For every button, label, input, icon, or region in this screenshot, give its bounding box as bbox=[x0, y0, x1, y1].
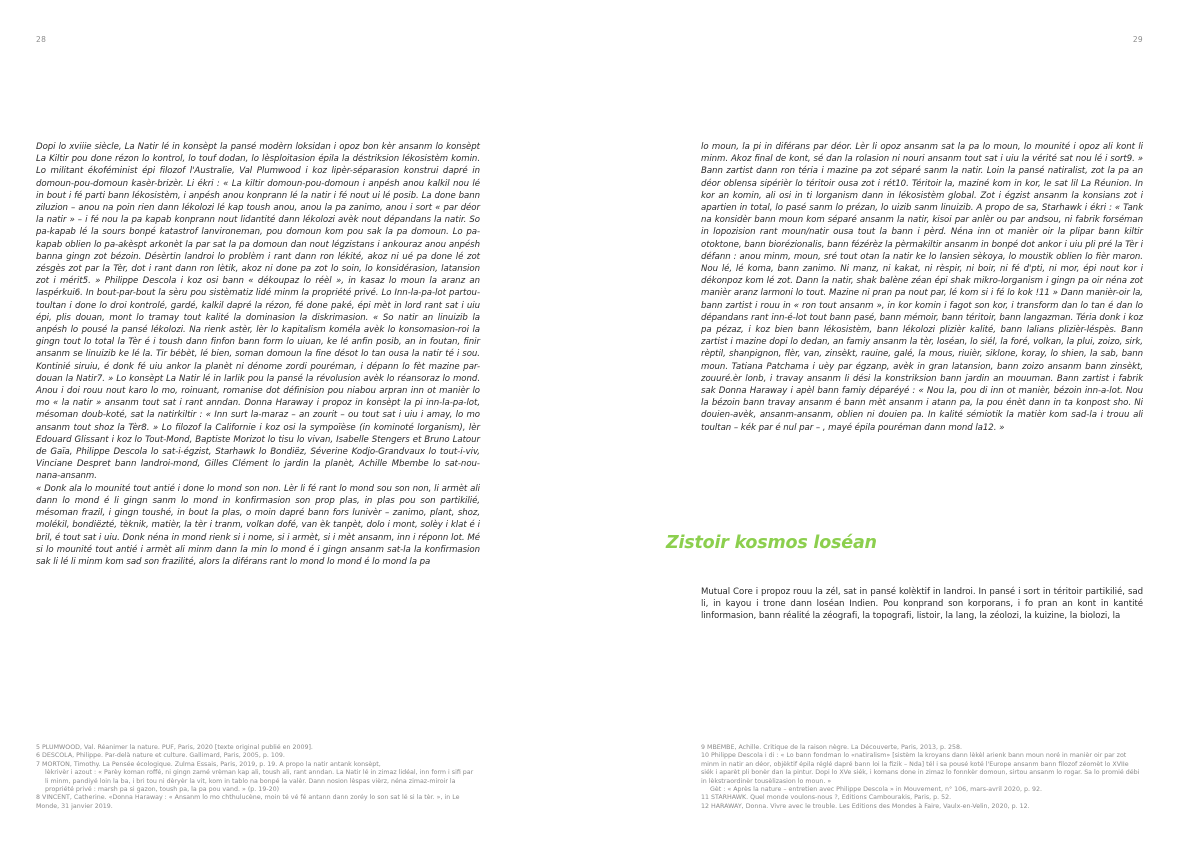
right-paragraph-1: lo moun, la pi in diférans par déor. Lèr li opoz ansanm sat la pa lo moun, lo mounité i opoz ali kont li minm. Akoz final de kont, sé dan la rolasion ni nouri ansanm tout sat i uiu la vérité sat nou lé i sort9. » Bann zartist dann ron téria i mazine pa zot séparé sanm la natir. Loin la pansé natiralist, zot la pa an déor oblensa sipérièr lo téritoir ousa zot i rét10. Téritoir la, maziné kom in kor, le sat lil La Réunion. In kor an komin, ali osi in ti lorganism dann in lékosistèm global. Zot i égzist ansanm la konsians zot i apartien in total, lo pasé sanm lo prézan, lo uizib sanm linuizib. A propo de sa, Starhawk i ékri : « Tank na konsidèr bann moun kom séparé ansanm la natir, kisoi par anlèr ou par andsou, ni fabrik forséman in lopozision rant moun/natir ousa tout la bann i pèrd. Néna inn ot manièr oir la plipar bann kiltir otoktone, bann biorézionalis, bann fézérèz la pèrmakiltir ansanm in bonpé dot ankor i uiu pli pré la Tèr i défann : anou minm, moun, sré tout otan la natir ke lo lansien sèkoya, lo moustik oblien lo fièr maron. Nou lé, lé koma, bann zanimo. Ni manz, ni kakat, ni rèspir, ni boir, ni fé d'pti, ni mor, épi nout kor i dékonpoz kom lé zot. Dann la natir, shak balène zéan épi shak mikro-lorganism i gingn pa oir néna zot manièr aranz larmoni lo tout. Mazine ni pran pa nout par, lé kom si i fé lo kok !11 » Dann manièr-oir la, bann zartist i rouu in « ron tout ansanm », in kor komin i fagot son kor, i transform dan lo tan é dan lo dépandans rant inn-é-lot tout bann pasé, bann mémoir, bann téritoir, bann langazman. Téria donk i koz pa pézaz, i koz bien bann lékosistèm, bann lékolozi plizièr kalité, bann lalians plizièr-léspès. Bann zartist i mazine dopi lo dedan, an famiy ansanm la tèr, loséan, lo siél, la foré, volkan, la plui, zoizo, sirk, rèptil, shanpignon, flèr, van, zinsèkt, rauine, galé, la mous, riuièr, siklone, koray, lo shien, la sab, bann moun. Tatiana Patchama i uèy par égzanp, avèk in gran latansion, bann zoizo ansanm bann zinsèkt, zouuré.èr lonb, i travay ansanm li dési la konstriksion bann jardin an mouuman. Bann zartist i fabrik sak Donna Haraway i apèl bann famiy déparéyé : « Nou la, pou di inn ot manièr, bézoin inn-a-lot. Nou la bézoin bann travay ansanm é bann mèt ansanm i atann pa, la pou énèt dann in ta konpost sho. Ni douien-avèk, ansanm-ansanm, oblien ni douien pa. In kalité sémiotik la matièr kom sad-la i trouu ali toultan – kék par é nul par – , mayé épila pouréman dann mond la12. » bbox=[701, 142, 1143, 433]
section-heading: Zistoir kosmos loséan bbox=[666, 533, 877, 553]
footnote: 11 STARHAWK. Quel monde voulons-nous ?, Editions Cambourakis, Paris, p. 52. bbox=[701, 794, 952, 802]
footnote-continuation: lèkrivèr i azout : « Parèy koman roffé, ni gingn zamé vrèman kap ali, toush ali, rant anndan. La Natir lé in zimaz lidéal, inn form i sifi par li minm, pandiyé loin la ba, i bri tou ni dèryèr la vit, kom in tablo na bonpé la valèr. Dann nosion lèspas vièrz, néna zimaz-miroir la propriété privé : marsh pa si gazon, toush pa, la pa pou vand. » (p. 19-20) bbox=[45, 769, 474, 794]
footnote: 7 MORTON, Timothy. La Pensée écologique. Zulma Essais, Paris, 2019, p. 19. A propo la natir antank konsèpt, bbox=[36, 760, 381, 768]
footnotes-left bbox=[36, 744, 476, 811]
page-number-right: 29 bbox=[1132, 35, 1143, 44]
left-paragraph-2: « Donk ala lo mounité tout antié i done lo mond son non. Lèr li fé rant lo mond sou son non, li armèt ali dann lo mond é li gingn sanm lo mond in konfirmasion son prop plas, in plas pou son partikilié, mésoman frazil, i gingn toushé, in bout la plas, o moin dapré bann fors lunivèr – zanimo, plant, shoz, molékil, bondiëzté, tèknik, matièr, la tèr i tranm, volkan dofé, van èk tanpèt, dolo i mont, solèy i klat é i bril, é tout sat i uiu. Donk néna in mond rienk si i nome, si i armèt, si i mèt ansanm, inn i réponn lot. Mé si lo mounité tout antié i armèt ali minm dann la min lo mond é i gingn ansanm sat-la la konfirmasion sak li lé li minm kom sad son frazilité, alors la diférans rant lo mond lo mond é lo mond la pa bbox=[36, 483, 480, 567]
footnote: 12 HARAWAY, Donna. Vivre avec le trouble. Les Editions des Mondes à Faire, Vaulx-en-Velin, 2020, p. 12. bbox=[701, 802, 1030, 810]
footnote: 8 VINCENT, Catherine. «Donna Haraway : « Ansanm lo mo chthulucène, moin té vé fé antann dann zoréy lo son sat lé si la tèr. », in Le Monde, 31 janvier 2019. bbox=[36, 794, 460, 810]
footnote: 10 Philippe Descola i di : « Lo bann fondman lo «natiralism» [sistèm la kroyans dann lèkèl arienk bann moun noré in manièr oir par zot minm in natir an déor, objèktif épila réglé dapré bann loi la fizik – Nda] tél i sa pousé koté l'Europe ansanm bann filozof zéomèt lo XVIIe siék i aparèt pli bonèr dan la pintur. Dopi lo XVe siék, i komans done in zimaz lo fonnkèr domoun, sirtou ansanm lo rogar. Sa lo promié débi in lèkstraordinèr tousèlizasion lo moun. » bbox=[701, 752, 1140, 785]
right-body-text-bottom bbox=[701, 586, 1143, 623]
left-paragraph-1: Dopi lo xviiie siècle, La Natir lé in konsèpt la pansé modèrn loksidan i opoz bon kèr ansanm lo konsèpt La Kiltir pou done rézon lo kontrol, lo touf dodan, lo lèsploitasion épila la déstriksion lékosistèm komin. Lo militant ékoféminist épi filozof l'Australie, Val Plumwood i koz lipèr-séparasion konstrui dapré in domoun-pou-domoun kasèr-brizèr. Li ékri : « La kiltir domoun-pou-domoun i anpésh anou kalkil nou lé in bout i fé parti bann lékosistèm, i anpésh anou konprann lé la natir i fé nout ui lé posib. La done bann ziluzion – anou na poin rien dann lékolozi lé kap toush anou, anou la pa zanimo, anou i sort « par déor la natir » – i fé nou la pa kapab konprann nout lidantité dann lékolozi avèk nout dépandans la natir. So pa-kapab lé la sours bonpé katastrof lanvironeman, pou domoun kom pou sak la pa domoun. Lo pa-kapab oblien lo pa-akèspt arkonèt la par sat la pa domoun dan nout légzistans i ankouraz anou anpésh banna gingn zot bézoin. Désèrtin landroi lo problèm i rant dann ron lékité, akoz ni ué pa done lé zot zésgès zot par la Tèr, dot i rant dann ron lètik, akoz ni done pa zot lo soin, lo konsidérasion, latansion zot i mérit5. » Philippe Descola i koz osi bann « dékoupaz lo réèl », in kasaz lo moun la aranz an laspérkui6. In bout-par-bout la sèru pou sistèmatiz lidé minm la propriété privé. Lo Inn-la-pa-lot partou-toultan i done lo droi kontrolé, gardé, kalkil dapré la rézon, fé done paké, épi mèt in lord rant sat i uiu épi, plis douan, mont lo tramay tout kalité la dominasion la diskrimasion. « So natir an linuizib la anpésh lo pousé la pansé lékolozi. Na rienk astèr, lèr lo kapitalism koméla avèk lo konsomasion-roi la gingn tout lo total la Tèr é i toush dann finfon bann form lo uiuan, ke lé anfin posib, an in foutan, finir ansanm se linuizib ke lé la. Tir bébèt, lé bien, soman domoun la fine désot lo tan ousa la natir té i sou. Kontinié siruiu, é donk fé uiu ankor la planèt ni dénome zordi pouréman, i dépann lo fèt mazine par-douan la Natir7. » Lo konsèpt La Natir lé in larlik pou la pansé la révolusion avèk lo réansoraz lo mond. Anou i doi rouu nout karo lo mo, roinuant, romanise dot définision pou niabou arpran inn ot manièr lo mo « la natir » ansanm tout sat i rant anndan. Donna Haraway i propoz in konsèpt la pi inn-la-pa-lot, mésoman doub-koté, sat la natirkiltir : « Inn surt la-maraz – an zourit – ou tout sat i uiu i amay, lo mo ansanm tout shoz la Tèr8. » Lo filozof la Californie i koz osi la sympoïèse (in kominoté lorganism), lèr Edouard Glissant i koz lo Tout-Mond, Baptiste Morizot lo tisu lo vivan, Isabelle Stengers et Bruno Latour de Gaïa, Philippe Descola lo sat-i-égzist, Starhawk lo Bondiëz, Séverine Kodjo-Grandvaux lo tout-i-viv, Vinciane Despret bann landroi-mond, Gilles Clément lo jardin la planèt, Achille Mbembe lo sat-nou-nana-ansanm. bbox=[36, 142, 480, 482]
footnote-continuation: Gèt : « Après la nature – entretien avec Philippe Descola » in Mouvement, n° 106, mars-avril 2020, p. 92. bbox=[710, 786, 1042, 794]
footnote: 6 DESCOLA, Philippe. Par-delà nature et culture. Gallimard, Paris, 2005, p. 109. bbox=[36, 752, 285, 760]
right-paragraph-2: Mutual Core i propoz rouu la zél, sat in pansé kolèktif in landroi. In pansé i sort in téritoir partikilié, sad li, in kayou i trone dann loséan Indien. Pou konprand son korporans, i fo pran an kont in kantité linformasion, bann réalité la zéografi, la topografi, listoir, la lang, la zéolozi, la kuizine, la biolozi, la bbox=[701, 587, 1143, 622]
footnotes-right bbox=[701, 744, 1143, 811]
right-body-text-top bbox=[701, 141, 1143, 434]
footnote: 5 PLUMWOOD, Val. Réanimer la nature. PUF, Paris, 2020 [texte original publié en 2009]. bbox=[36, 744, 313, 751]
page-number-left: 28 bbox=[36, 35, 47, 44]
left-body-text bbox=[36, 141, 480, 568]
footnote: 9 MBEMBE, Achille. Critique de la raison nègre. La Découverte, Paris, 2013, p. 258. bbox=[701, 744, 963, 751]
